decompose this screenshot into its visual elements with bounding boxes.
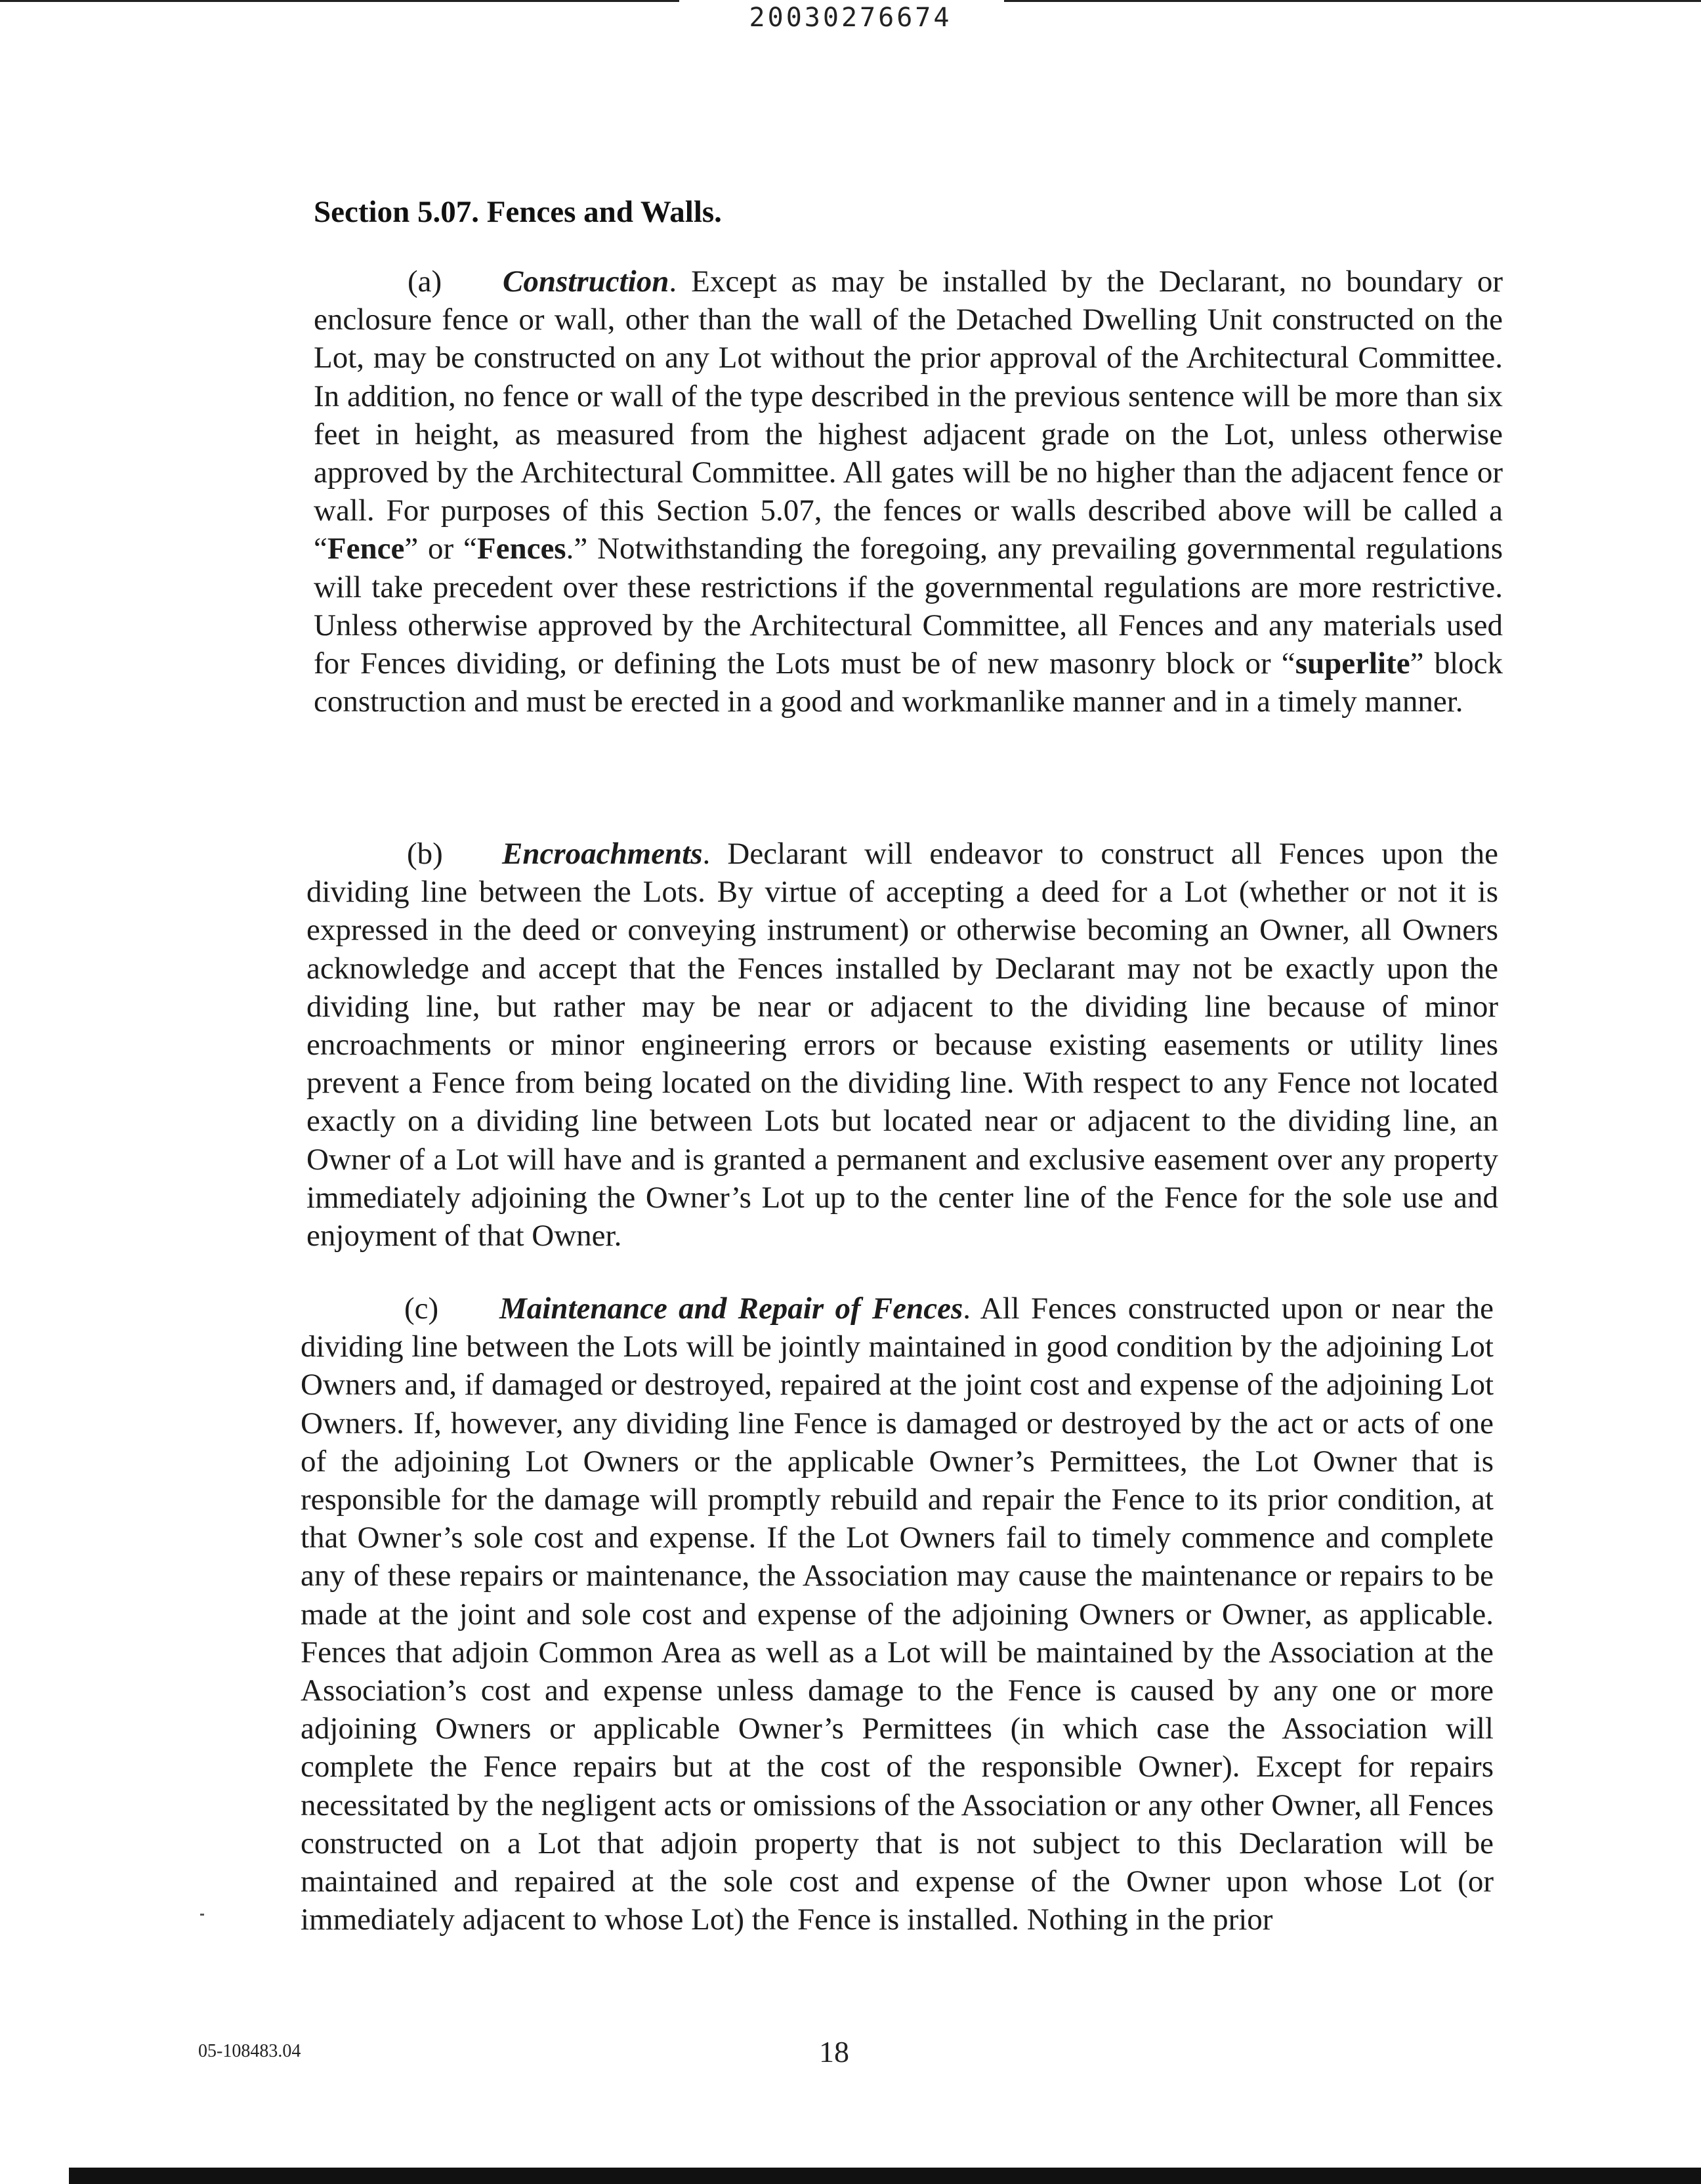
paragraph-text: .” Notwithstanding the foregoing, any prevailing governmental regulations will take precedent over these restrictions if the governmental regulations are more restrictive. Unless otherwise approved by the Architectural Committee, all Fences and any materials used for Fences dividing, or defining the Lots must be of new masonry block or “ bbox=[314, 532, 1503, 681]
paragraph-label: (b) bbox=[407, 837, 443, 871]
defined-term: superlite bbox=[1295, 646, 1410, 681]
paragraph-b bbox=[306, 835, 1498, 1255]
page-number: 18 bbox=[819, 2035, 849, 2068]
scan-bottom-border bbox=[0, 2168, 1701, 2184]
top-border-line-right bbox=[1004, 0, 1701, 2]
defined-term: Fence bbox=[327, 532, 405, 566]
paragraph-heading: Encroachments bbox=[502, 837, 703, 871]
paragraph-c bbox=[301, 1290, 1494, 1939]
paragraph-text: . Declarant will endeavor to construct all Fences upon the dividing line between the Lots. By virtue of accepting a deed for a Lot (whether or not it is expressed in the deed or conveying instrument) or otherwise becoming an Owner, all Owners acknowledge and accept that the Fences installed by Declarant may not be exactly upon the dividing line, but rather may be near or adjacent to the dividing line because of minor encroachments or minor engineering errors or because existing easements or utility lines prevent a Fence from being located on the dividing line. With respect to any Fence not located exactly on a dividing line between Lots but located near or adjacent to the dividing line, an Owner of a Lot will have and is granted a permanent and exclusive easement over any property immediately adjoining the Owner’s Lot up to the center line of the Fence for the sole use and enjoyment of that Owner. bbox=[306, 837, 1498, 1253]
paragraph-text: . Except as may be installed by the Declarant, no boundary or enclosure fence or wall, other than the wall of the Detached Dwelling Unit constructed on the Lot, may be constructed on any Lot without the prior approval of the Architectural Committee. In addition, no fence or wall of the type described in the previous sentence will be more than six feet in height, as measured from the highest adjacent grade on the Lot, unless otherwise approved by the Architectural Committee. All gates will be no higher than the adjacent fence or wall. For purposes of this Section 5.07, the fences or walls described above will be called a “ bbox=[314, 264, 1503, 566]
paragraph-heading: Construction bbox=[503, 264, 669, 299]
top-border-line-left bbox=[0, 0, 679, 2]
document-number: 20030276674 bbox=[749, 3, 952, 33]
paragraph-label: (c) bbox=[404, 1292, 439, 1326]
paragraph-label: (a) bbox=[408, 264, 442, 299]
paragraph-text: . All Fences constructed upon or near the dividing line between the Lots will be jointly maintained in good condition by the adjoining Lot Owners and, if damaged or destroyed, repaired at the joint cost and expense of the adjoining Lot Owners. If, however, any dividing line Fence is damaged or destroyed by the act or acts of one of the adjoining Lot Owners or the applicable Owner’s Permittees, the Lot Owner that is responsible for the damage will promptly rebuild and repair the Fence to its prior condition, at that Owner’s sole cost and expense. If the Lot Owners fail to timely commence and complete any of these repairs or maintenance, the Association may cause the maintenance or repairs to be made at the joint and sole cost and expense of the adjoining Owners or Owner, as applicable. Fences that adjoin Common Area as well as a Lot will be maintained by the Association at the Association’s cost and expense unless damage to the Fence is caused by any one or more adjoining Owners or applicable Owner’s Permittees (in which case the Association will complete the Fence repairs but at the cost of the responsible Owner). Except for repairs necessitated by the negligent acts or omissions of the Association or any other Owner, all Fences constructed on a Lot that adjoin property that is not subject to this Declaration will be maintained and repaired at the sole cost and expense of the Owner upon whose Lot (or immediately adjacent to whose Lot) the Fence is installed. Nothing in the prior bbox=[301, 1292, 1494, 1937]
section-title: Section 5.07. Fences and Walls. bbox=[314, 195, 722, 229]
margin-mark bbox=[200, 1914, 204, 1916]
paragraph-a bbox=[314, 262, 1503, 721]
paragraph-text: ” or “ bbox=[404, 532, 477, 566]
paragraph-heading: Maintenance and Repair of Fences bbox=[499, 1292, 963, 1326]
paragraph-text: ” block construction and must be erected in a good and workmanlike manner and in a timely manner. bbox=[314, 646, 1503, 719]
defined-term: Fences bbox=[476, 532, 566, 566]
scan-bottom-border-gap bbox=[0, 2166, 69, 2184]
footer-document-code: 05-108483.04 bbox=[198, 2041, 301, 2061]
